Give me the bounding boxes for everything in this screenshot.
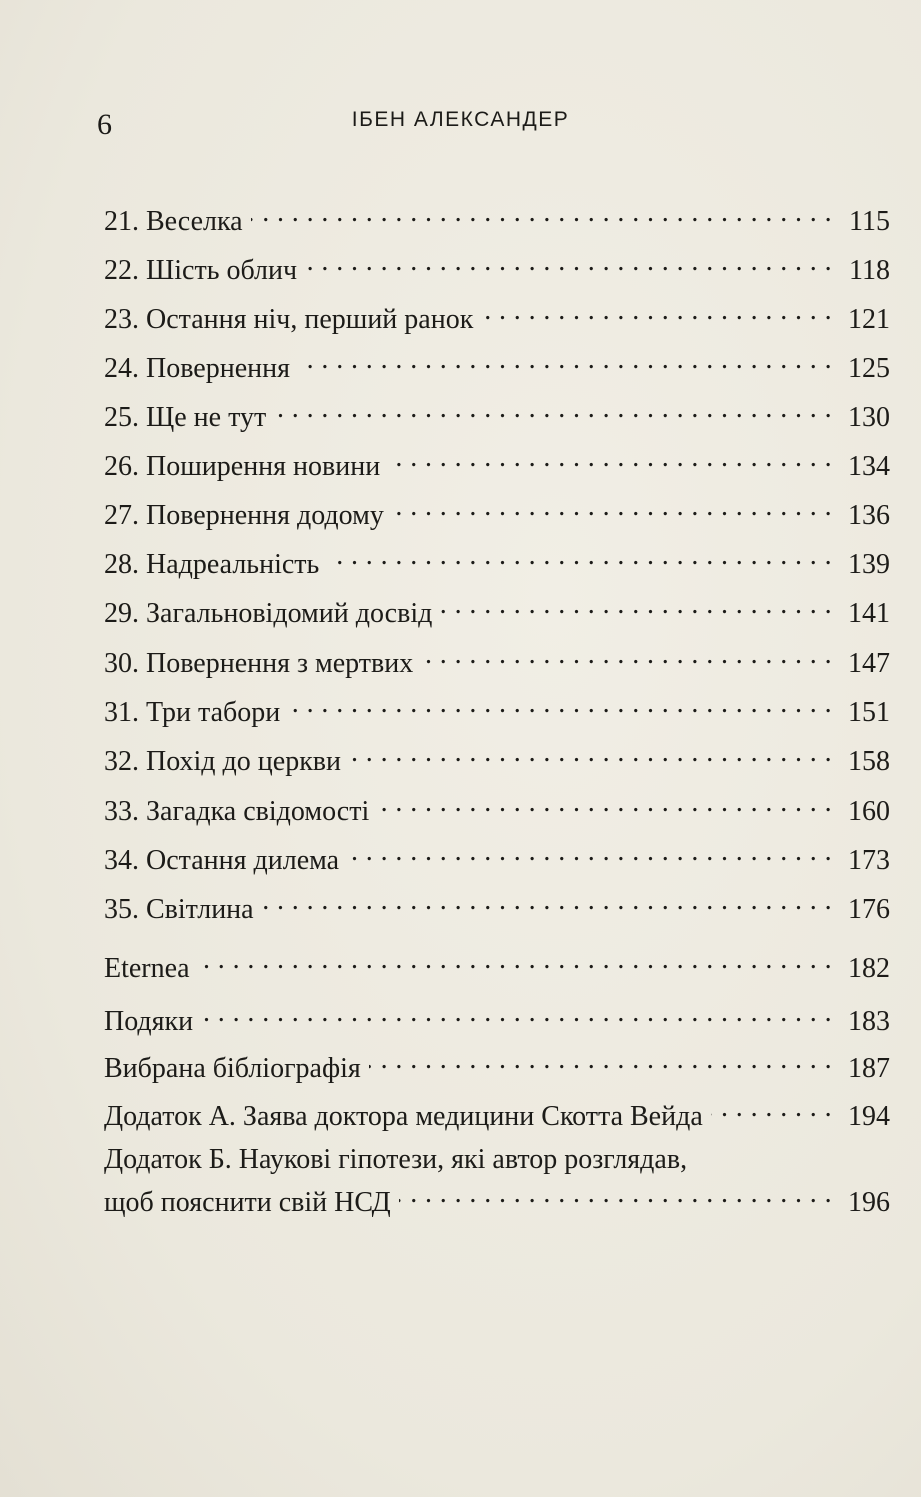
toc-entry: [104, 736, 890, 779]
leader-dots: [388, 441, 832, 475]
toc-entry-line2: [104, 1177, 890, 1220]
leader-dots: [201, 996, 832, 1030]
toc-entry-page: 158: [848, 746, 890, 777]
toc-entry-page: 118: [849, 255, 890, 286]
toc-entry-title: Додаток Б. Наукові гіпотези, які автор розглядав,: [104, 1144, 688, 1175]
toc-entry-page: 136: [848, 500, 890, 531]
toc-entry: [104, 588, 890, 631]
toc-entry: [104, 392, 890, 435]
toc-entry-page: 160: [848, 796, 890, 827]
toc-entry: [104, 1091, 890, 1134]
toc-entry-title: Eternea: [104, 953, 190, 984]
toc-entry-title-continued: щоб пояснити свій НСД: [104, 1187, 391, 1218]
toc-entry-title: 28. Надреальність: [104, 549, 320, 580]
leader-dots: [377, 786, 832, 820]
leader-dots: [349, 736, 832, 770]
toc-entry: [104, 884, 890, 927]
toc-entry-page: 115: [849, 206, 890, 237]
toc-entry-page: 196: [848, 1187, 890, 1218]
leader-dots: [198, 943, 833, 977]
leader-dots: [440, 588, 832, 622]
leader-dots: [262, 884, 832, 918]
toc-entry-page: 182: [848, 953, 890, 984]
toc-entry: [104, 835, 890, 878]
leader-dots: [251, 196, 832, 230]
leader-dots: [298, 343, 832, 377]
toc-entry-title: 23. Остання ніч, перший ранок: [104, 304, 474, 335]
toc-entry: [104, 1143, 890, 1220]
leader-dots: [369, 1043, 832, 1077]
toc-entry-title: 22. Шість облич: [104, 255, 298, 286]
toc-entry-page: 130: [848, 402, 890, 433]
toc-entry-page: 134: [848, 451, 890, 482]
toc-entry: [104, 539, 890, 582]
leader-dots: [392, 490, 832, 524]
toc-entry-page: 183: [848, 1006, 890, 1037]
toc-entry-title: Подяки: [104, 1006, 194, 1037]
toc-entry: [104, 490, 890, 533]
toc-entry-page: 125: [848, 353, 890, 384]
toc-entry: [104, 996, 890, 1039]
leader-dots: [481, 294, 832, 328]
leader-dots: [711, 1091, 832, 1125]
toc-entry-title: 26. Поширення новини: [104, 451, 381, 482]
toc-entry-page: 121: [848, 304, 890, 335]
toc-entry: [104, 245, 890, 288]
toc-entry: [104, 196, 890, 239]
toc-entry: [104, 343, 890, 386]
toc-entry-title: Вибрана бібліографія: [104, 1053, 361, 1084]
toc-entry: [104, 294, 890, 337]
leader-dots: [288, 687, 832, 721]
leader-dots: [274, 392, 832, 426]
toc-entry: [104, 638, 890, 681]
toc-entry-title: 29. Загальновідомий досвід: [104, 598, 433, 629]
leader-dots: [305, 245, 832, 279]
toc-entry-title: 31. Три табори: [104, 697, 281, 728]
toc-entry-title: 25. Ще не тут: [104, 402, 267, 433]
toc-entry-title: 24. Повернення: [104, 353, 290, 384]
toc-entry: [104, 1043, 890, 1086]
toc-entry-page: 147: [848, 648, 890, 679]
page-header: [0, 106, 921, 146]
leader-dots: [421, 638, 832, 672]
toc-entry-title: 32. Похід до церкви: [104, 746, 342, 777]
running-head: ІБЕН АЛЕКСАНДЕР: [351, 108, 570, 131]
leader-dots: [347, 835, 832, 869]
toc-entry-page: 176: [848, 894, 890, 925]
toc-entry: [104, 943, 890, 986]
toc-entry-title: 27. Повернення додому: [104, 500, 384, 531]
toc-entry-page: 194: [848, 1101, 890, 1132]
toc-entry-title: 30. Повернення з мертвих: [104, 648, 414, 679]
toc-entry-title: 35. Світлина: [104, 894, 254, 925]
toc-entry-page: 151: [848, 697, 890, 728]
toc-entry-title: 33. Загадка свідомості: [104, 796, 370, 827]
toc-entry-title: 21. Веселка: [104, 206, 243, 237]
toc-entry: [104, 687, 890, 730]
toc-entry-page: 141: [848, 598, 890, 629]
toc-entry-page: 173: [848, 845, 890, 876]
leader-dots: [327, 539, 832, 573]
toc-entry: [104, 441, 890, 484]
toc-entry-page: 187: [848, 1053, 890, 1084]
leader-dots: [399, 1177, 832, 1211]
toc-entry-title: Додаток А. Заява доктора медицини Скотта Вейда: [104, 1101, 703, 1132]
page-number: 6: [97, 108, 112, 141]
toc-entry-page: 139: [848, 549, 890, 580]
toc-entry-title: 34. Остання дилема: [104, 845, 340, 876]
toc-entry: [104, 786, 890, 829]
